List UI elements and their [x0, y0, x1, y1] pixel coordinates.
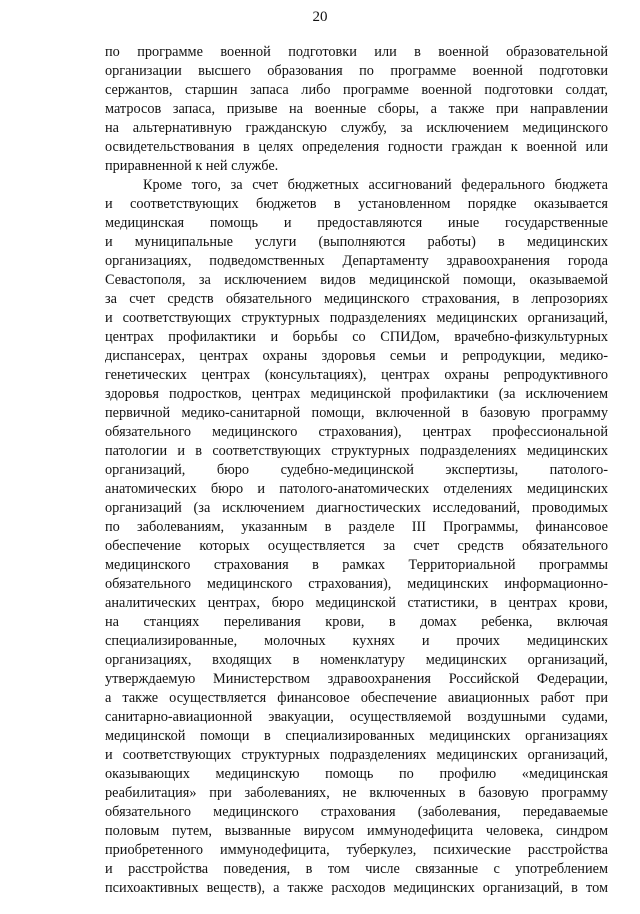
text-line: сержантов, старшин запаса либо программе военной подготовки солдат, — [105, 82, 608, 98]
text-line: и соответствующих структурных подразделениях медицинских организаций, — [105, 310, 608, 326]
text-line: патологии и в соответствующих структурных подразделениях медицинских — [105, 443, 608, 459]
text-line: аналитических центрах, бюро медицинской статистики, в центрах крови, — [105, 595, 608, 611]
paragraph-first-line: Кроме того, за счет бюджетных ассигнований федерального бюджета — [143, 177, 608, 193]
text-line: реабилитация» при заболеваниях, не включенных в базовую программу — [105, 785, 608, 801]
text-line: и соответствующих бюджетов в установленном порядке оказывается — [105, 196, 608, 212]
text-line: обязательного медицинского страхования), центрах профессиональной — [105, 424, 608, 440]
text-line: организации высшего образования по программе военной подготовки — [105, 63, 608, 79]
text-line: центрах профилактики и борьбы со СПИДом, врачебно-физкультурных — [105, 329, 608, 345]
text-line: санитарно-авиационной эвакуации, осуществляемой воздушными судами, — [105, 709, 608, 725]
text-line: медицинской помощи в специализированных медицинских организациях — [105, 728, 608, 744]
text-line: анатомических бюро и патолого-анатомических отделениях медицинских — [105, 481, 608, 497]
text-line: организациях, входящих в номенклатуру медицинских организаций, — [105, 652, 608, 668]
page-number: 20 — [312, 9, 328, 25]
text-line: освидетельствования в целях определения годности граждан к военной или — [105, 139, 608, 155]
text-line: и соответствующих структурных подразделениях медицинских организаций, — [105, 747, 608, 763]
text-line: здоровья подростков, центрах медицинской профилактики (за исключением — [105, 386, 608, 402]
text-line: и расстройства поведения, в том числе связанные с употреблением — [105, 861, 608, 877]
text-line: организаций, бюро судебно-медицинской экспертизы, патолого- — [105, 462, 608, 478]
text-line: организациях, подведомственных Департаменту здравоохранения города — [105, 253, 608, 269]
text-line: за счет средств обязательного медицинского страхования, в лепрозориях — [105, 291, 608, 307]
text-line: организаций (за исключением диагностических исследований, проводимых — [105, 500, 608, 516]
text-line: приравненной к ней службе. — [105, 158, 279, 174]
text-line: специализированные, молочных кухнях и прочих медицинских — [105, 633, 608, 649]
text-line: приобретенного иммунодефицита, туберкулез, психические расстройства — [105, 842, 608, 858]
text-line: и муниципальные услуги (выполняются работы) в медицинских — [105, 234, 608, 250]
text-line: медицинская помощь и предоставляются иные государственные — [105, 215, 608, 231]
text-line: обязательного медицинского страхования), медицинских информационно- — [105, 576, 608, 592]
text-line: половым путем, вызванные вирусом иммунодефицита человека, синдром — [105, 823, 608, 839]
text-line: утверждаемую Министерством здравоохранения Российской Федерации, — [105, 671, 608, 687]
text-line: а также осуществляется финансовое обеспечение авиационных работ при — [105, 690, 608, 706]
text-line: первичной медико-санитарной помощи, включенной в базовую программу — [105, 405, 608, 421]
text-line: на станциях переливания крови, в домах ребенка, включая — [105, 614, 608, 630]
text-line: по программе военной подготовки или в военной образовательной — [105, 44, 608, 60]
text-line: на альтернативную гражданскую службу, за исключением медицинского — [105, 120, 608, 136]
text-line: медицинского страхования в рамках Территориальной программы — [105, 557, 608, 573]
text-line: матросов запаса, призыве на военные сборы, а также при направлении — [105, 101, 608, 117]
text-line: генетических центрах (консультациях), центрах охраны репродуктивного — [105, 367, 608, 383]
text-line: по заболеваниям, указанным в разделе III Программы, финансовое — [105, 519, 608, 535]
text-line: диспансерах, центрах охраны здоровья семьи и репродукции, медико- — [105, 348, 608, 364]
text-line: обеспечение которых осуществляется за счет средств обязательного — [105, 538, 608, 554]
text-line: обязательного медицинского страхования (заболевания, передаваемые — [105, 804, 608, 820]
text-line: психоактивных веществ), а также расходов медицинских организаций, в том — [105, 880, 608, 896]
text-line: Севастополя, за исключением видов медицинской помощи, оказываемой — [105, 272, 608, 288]
text-line: оказывающих медицинскую помощь по профилю «медицинская — [105, 766, 608, 782]
